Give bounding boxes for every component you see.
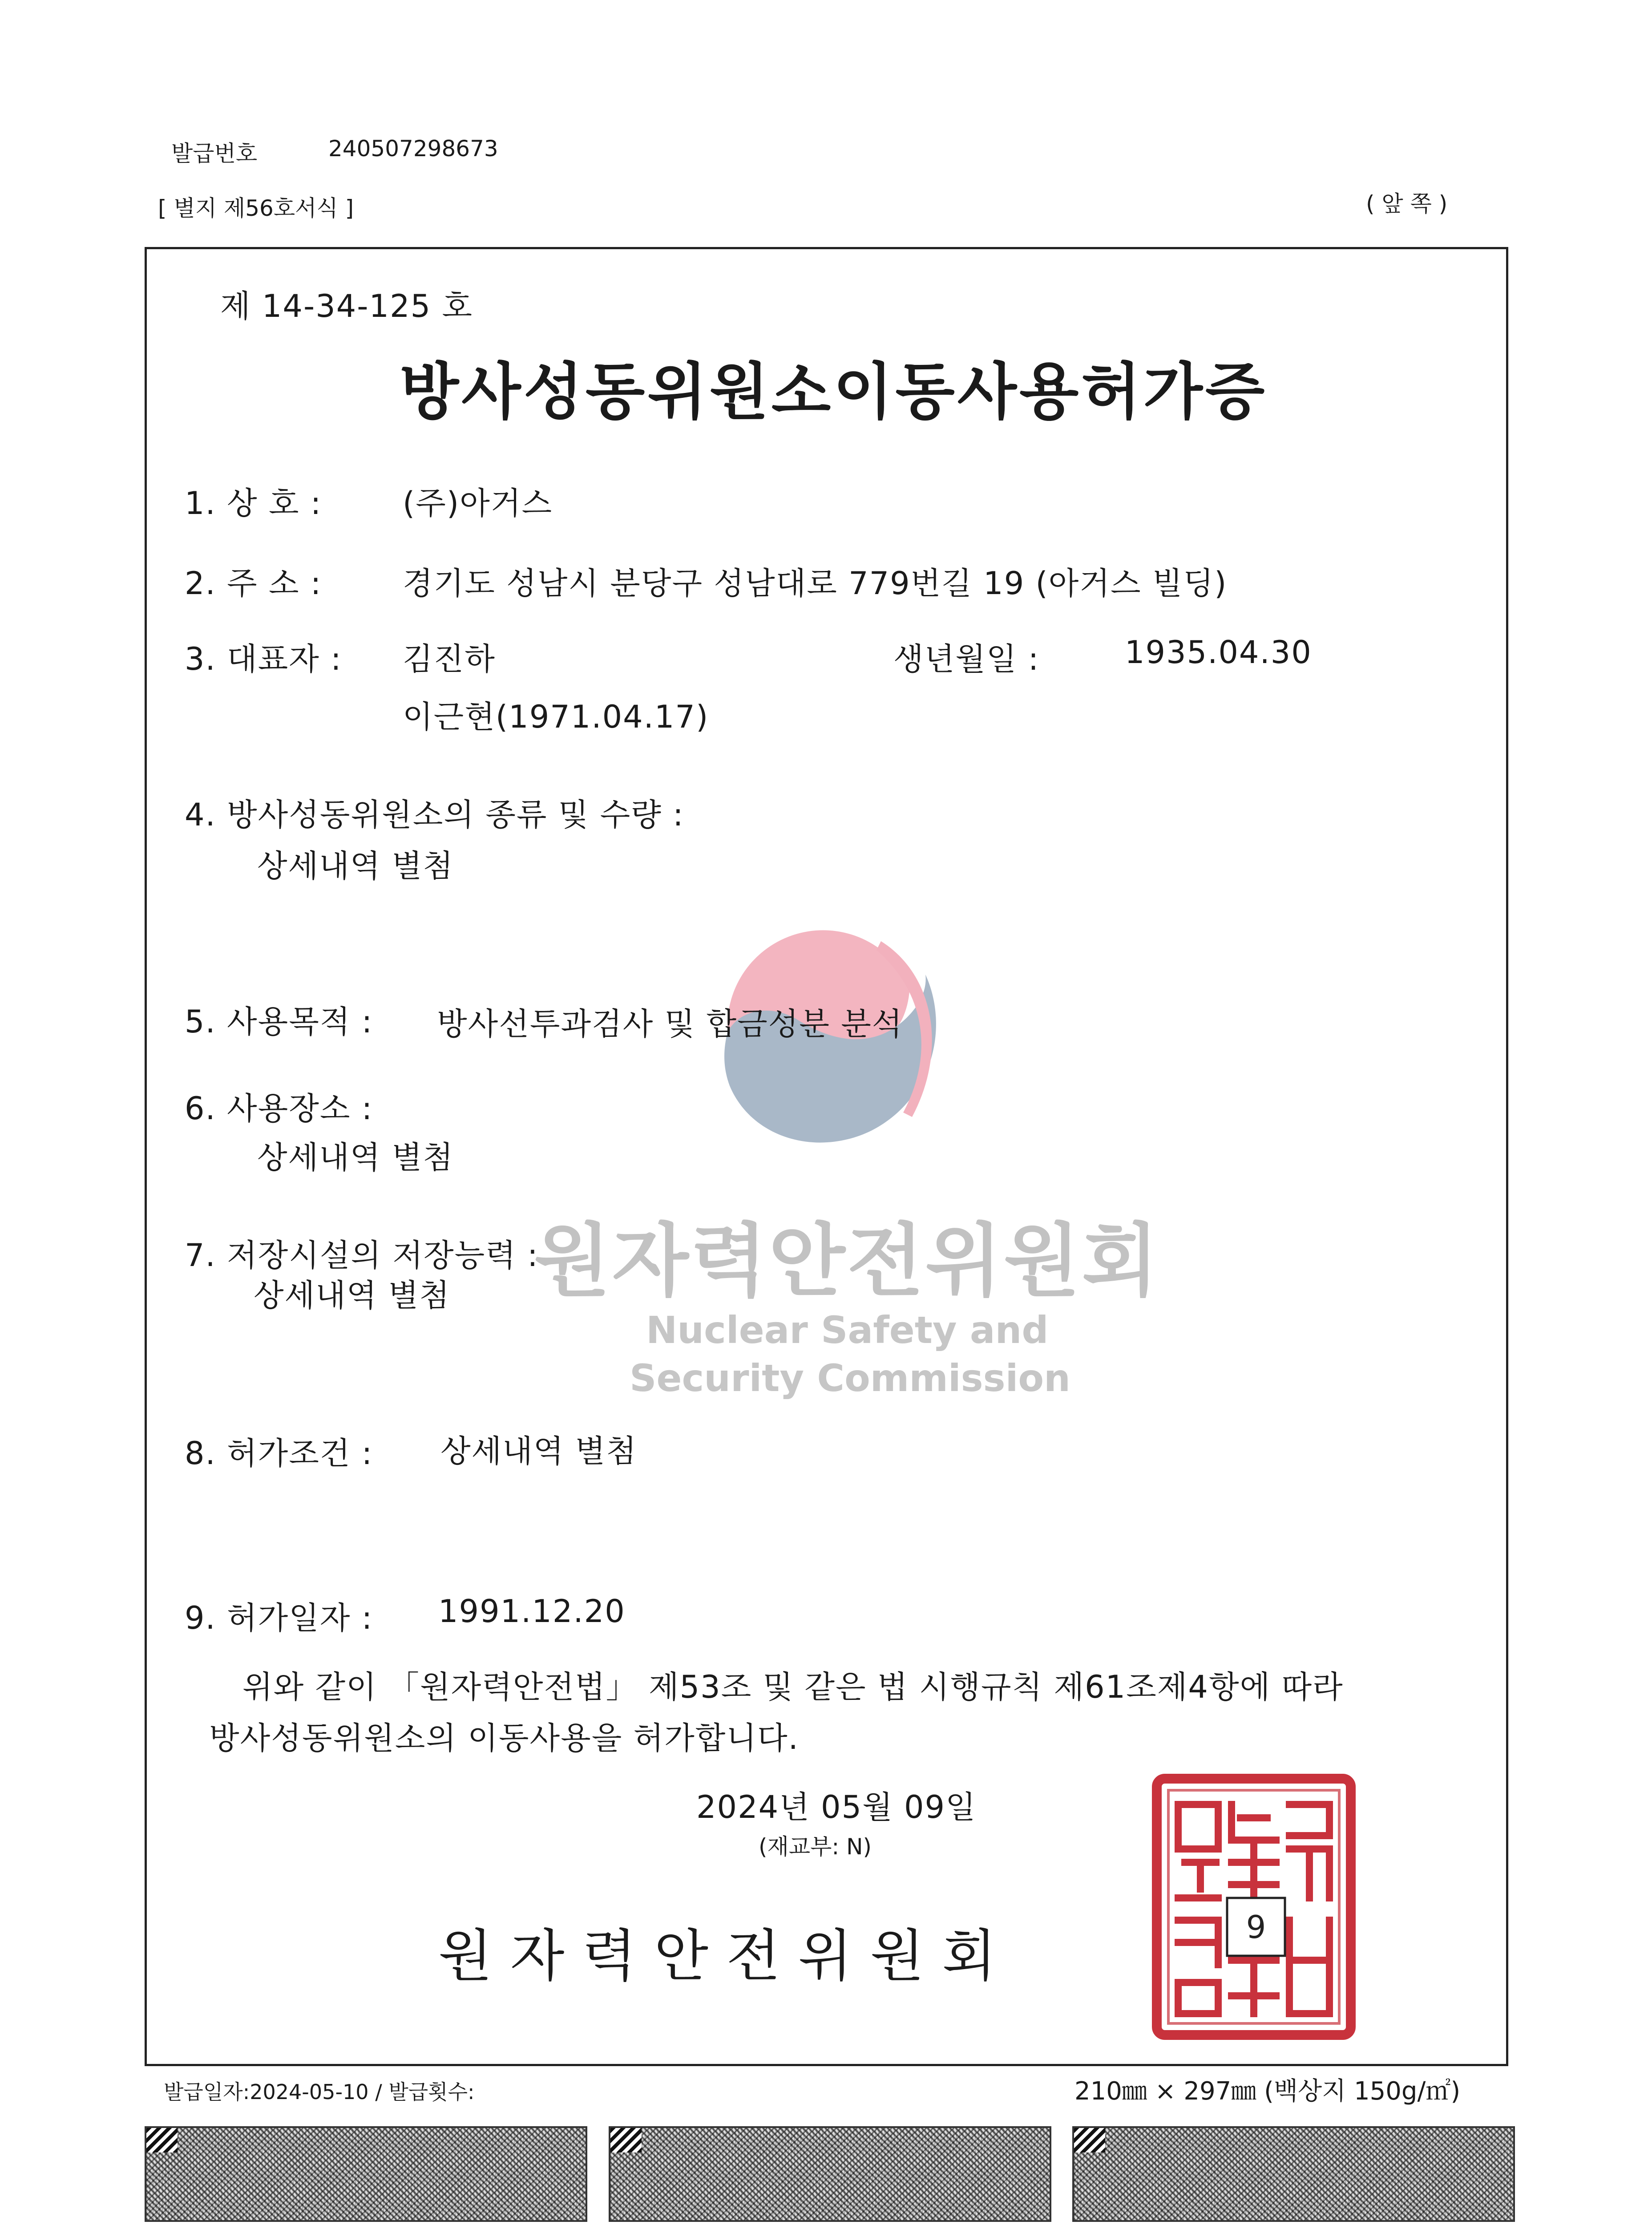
field-8-label: 8. 허가조건 : [185, 1435, 373, 1472]
issue-number: 240507298673 [328, 136, 498, 162]
address: 경기도 성남시 분당구 성남대로 779번길 19 (아거스 빌딩) [403, 565, 1228, 602]
form-label: [ 별지 제56호서식 ] [158, 195, 354, 221]
company-name: (주)아거스 [403, 485, 553, 522]
field-9-label: 9. 허가일자 : [185, 1600, 373, 1636]
verification-barcode-3[interactable] [1072, 2126, 1515, 2222]
birth-date: 1935.04.30 [1125, 634, 1312, 671]
field-6-label: 6. 사용장소 : [185, 1090, 373, 1127]
field-4-label: 4. 방사성동위원소의 종류 및 수량 : [185, 797, 684, 833]
permit-date: 1991.12.20 [438, 1593, 626, 1630]
issue-date: 2024년 05월 09일 [696, 1789, 977, 1825]
field-7-value: 상세내역 별첨 [254, 1277, 450, 1314]
issue-number-label: 발급번호 [171, 141, 258, 166]
field-1-label: 1. 상 호 : [185, 485, 322, 522]
side-label: ( 앞 쪽 ) [1366, 191, 1448, 217]
field-8-value: 상세내역 별첨 [440, 1433, 637, 1469]
reissue-status: (재교부: N) [759, 1834, 872, 1860]
statement-line-1: 위와 같이 「원자력안전법」 제53조 및 같은 법 시행규칙 제61조제4항에 따라 [242, 1669, 1344, 1705]
verification-barcode-1[interactable] [145, 2126, 587, 2222]
certificate-number: 제 14-34-125 호 [220, 288, 473, 324]
issuing-authority: 원 자 력 안 전 위 원 회 [438, 1923, 997, 1989]
statement-line-2: 방사성동위원소의 이동사용을 허가합니다. [209, 1720, 799, 1756]
field-6-value: 상세내역 별첨 [257, 1139, 454, 1176]
field-4-value: 상세내역 별첨 [257, 848, 454, 884]
field-3-label: 3. 대표자 : [185, 641, 342, 677]
paper-spec: 210㎜ × 297㎜ (백상지 150g/㎡) [1074, 2077, 1461, 2106]
verification-barcode-2[interactable] [609, 2126, 1051, 2222]
representative-2: 이근현(1971.04.17) [403, 699, 709, 735]
watermark-english-line2: Security Commission [630, 1356, 1070, 1400]
usage-purpose: 방사선투과검사 및 합금성분 분석 [437, 1006, 903, 1042]
official-seal [1151, 1773, 1356, 2040]
footer-issue-date: 발급일자:2024-05-10 / 발급횟수: [164, 2080, 475, 2104]
watermark-english-line1: Nuclear Safety and [646, 1308, 1049, 1352]
field-5-label: 5. 사용목적 : [185, 1003, 373, 1040]
field-2-label: 2. 주 소 : [185, 565, 322, 602]
watermark-korean: 원자력안전위원회 [534, 1215, 1160, 1307]
certificate-title: 방사성동위원소이동사용허가증 [400, 356, 1268, 428]
representative-1: 김진하 [403, 641, 496, 677]
birth-date-label: 생년월일 : [893, 641, 1040, 677]
seal-mark: 9 [1246, 1909, 1266, 1946]
field-7-label: 7. 저장시설의 저장능력 : [185, 1237, 539, 1274]
